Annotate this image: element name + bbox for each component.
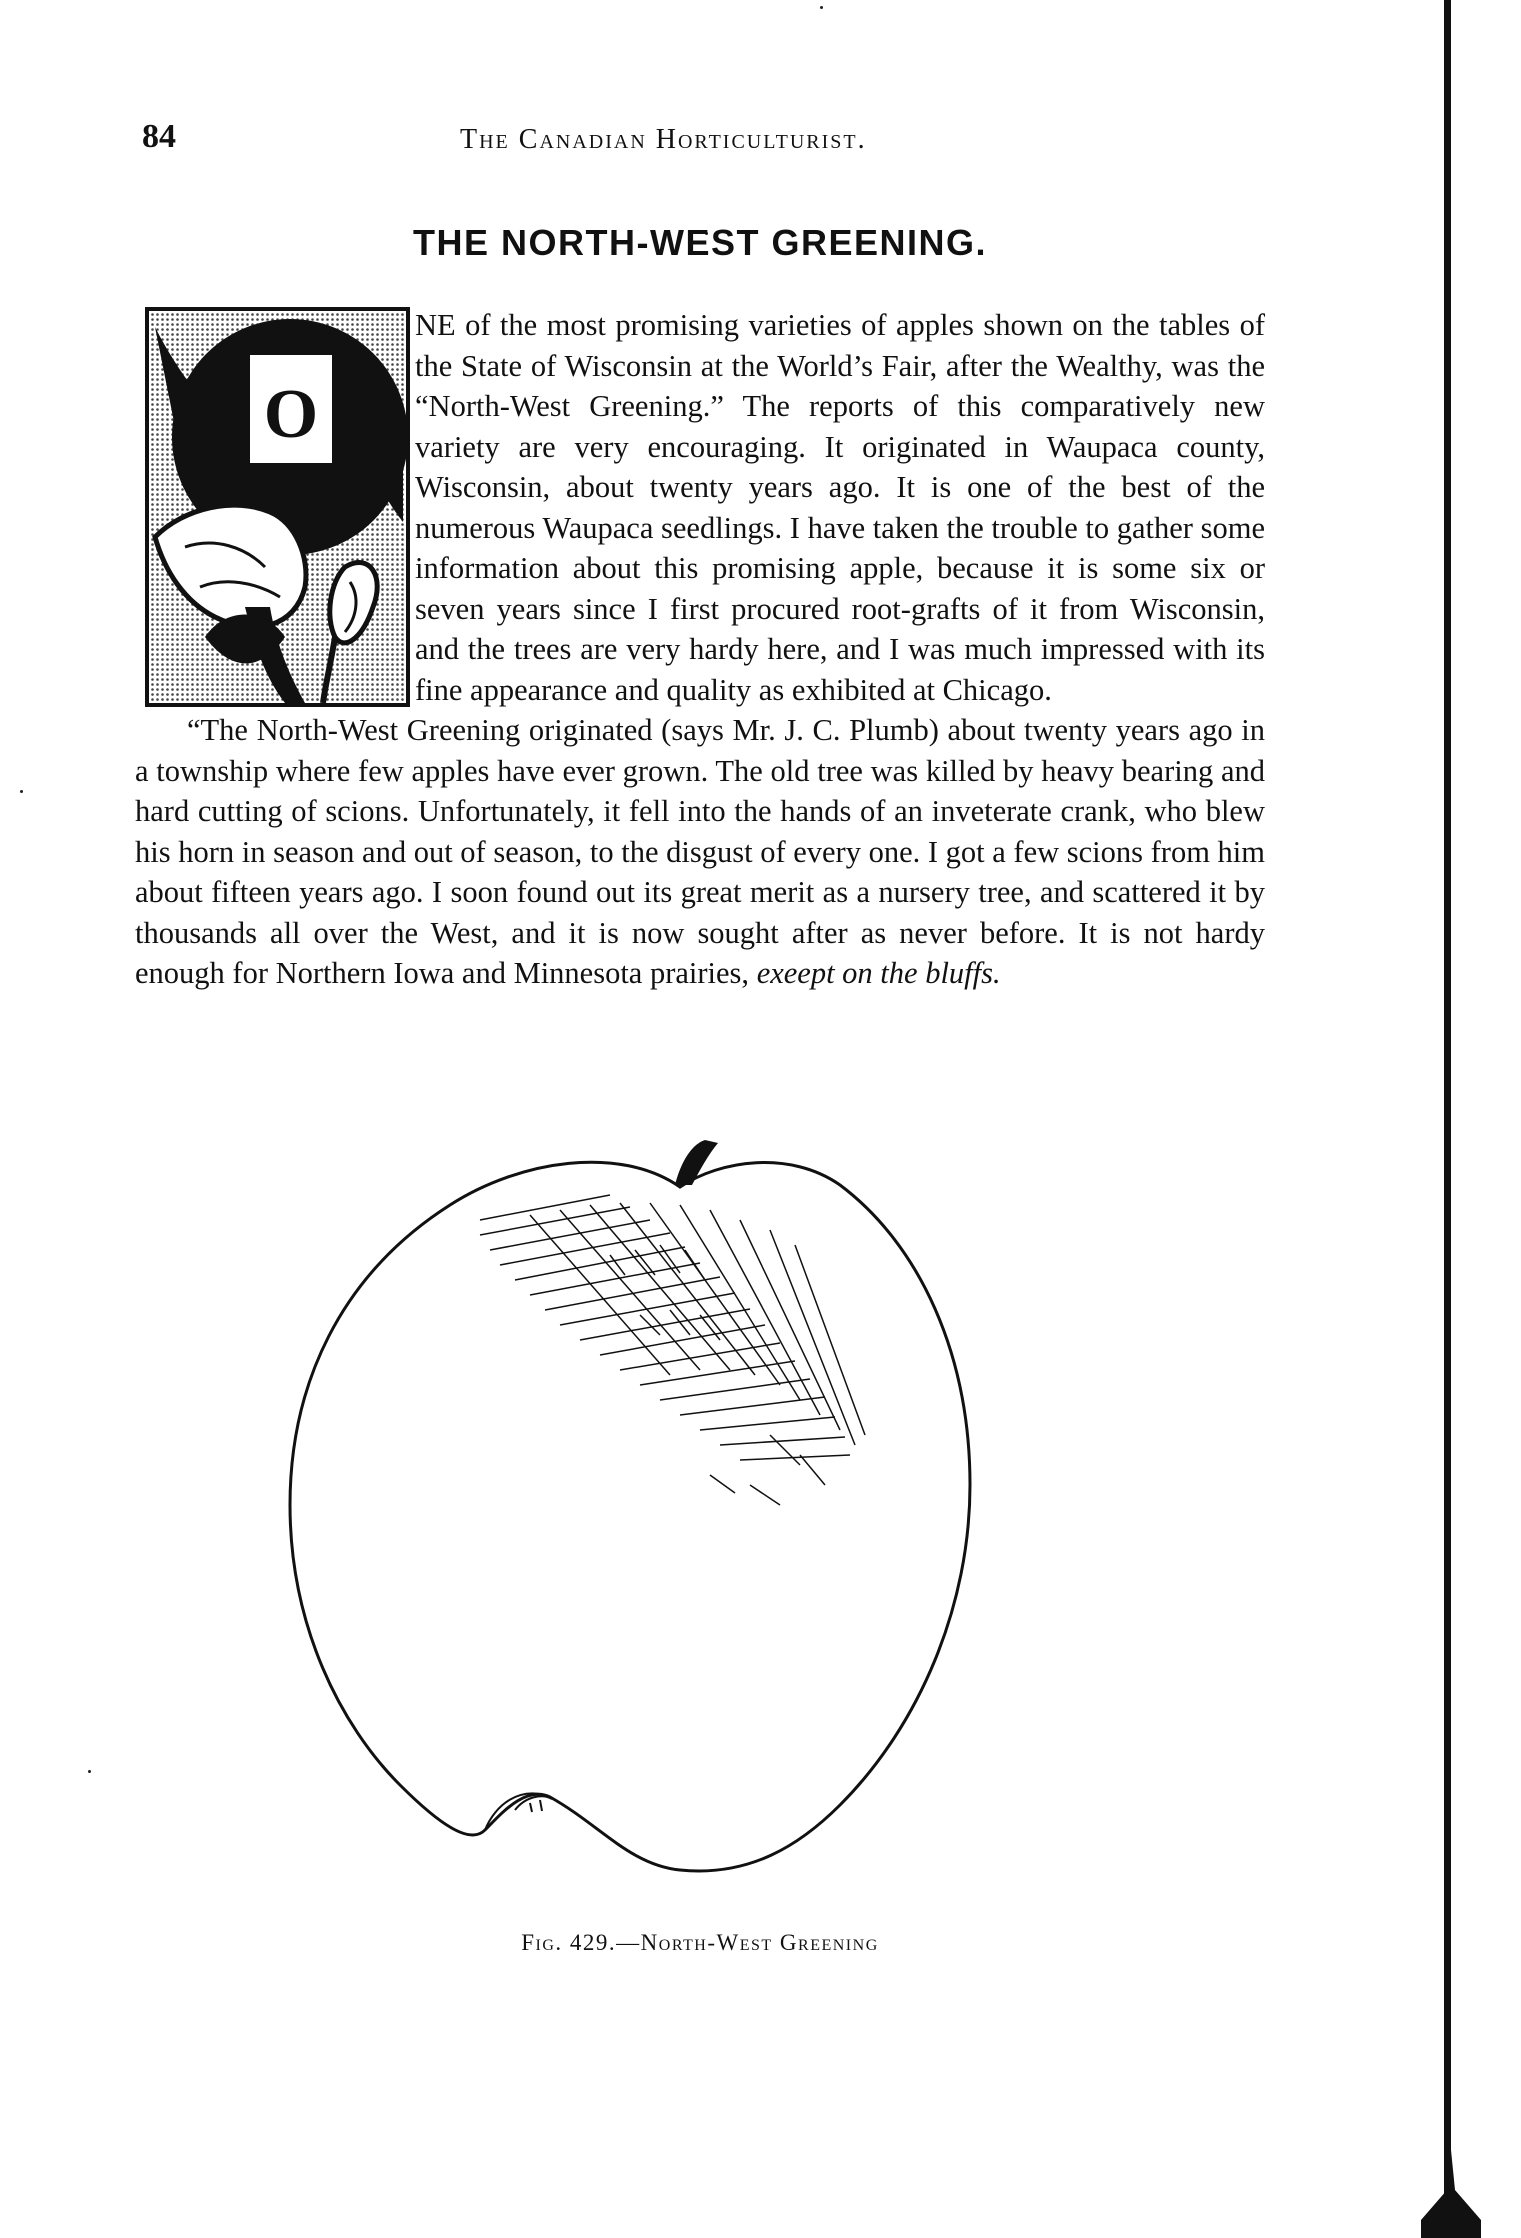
speck [820,6,823,9]
paragraph-2-text: “The North-West Greening originated (says Mr. J. C. Plumb) about twenty years ago in a township where few apples have ever grown. The old tree was killed by heavy bearing and hard cutting of scions. Unfortunately, it fell into the hands of an inveterate crank, who blew his horn in season and out of season, to the disgust of every one. I got a few scions from him about fifteen years ago. I soon found out its great merit as a nursery tree, and scattered it by thousands all over the West, and it is now sought after as never before. It is not hardy enough for Northern Iowa and Minnesota prairies, [135,713,1265,990]
paragraph-1: NE of the most promising varieties of apples shown on the tables of the State of Wisconsin at the World’s Fair, after the Wealthy, was the “North-West Greening.” The reports of this comparatively new variety are very encouraging. It originated in Waupaca county, Wisconsin, about twenty years ago. It is one of the best of the numerous Waupaca seedlings. I have taken the trouble to gather some information about this promising apple, because it is some six or seven years since I first procured root-grafts of it from Wisconsin, and the trees are very hardy here, and I was much impressed with its fine appearance and quality as exhibited at Chicago. [415,308,1265,707]
page-header [130,118,1270,168]
paragraph-2 [135,710,1265,994]
page-number: 84 [142,118,176,155]
drop-cap-space [135,305,415,702]
apple-illustration-icon [280,1125,1100,1905]
speck [20,790,23,793]
svg-text:O: O [263,376,319,453]
figure-caption: Fig. 429.—North-West Greening [521,1930,879,1955]
article-body [135,305,1265,994]
article-title: THE NORTH-WEST GREENING. [413,222,987,263]
page-edge-tip [1421,2150,1481,2238]
running-head: The Canadian Horticulturist. [460,124,867,155]
speck [88,1770,91,1773]
page-edge-line [1444,0,1451,2238]
paragraph-2-italic: exeept on the bluffs. [756,956,1001,990]
